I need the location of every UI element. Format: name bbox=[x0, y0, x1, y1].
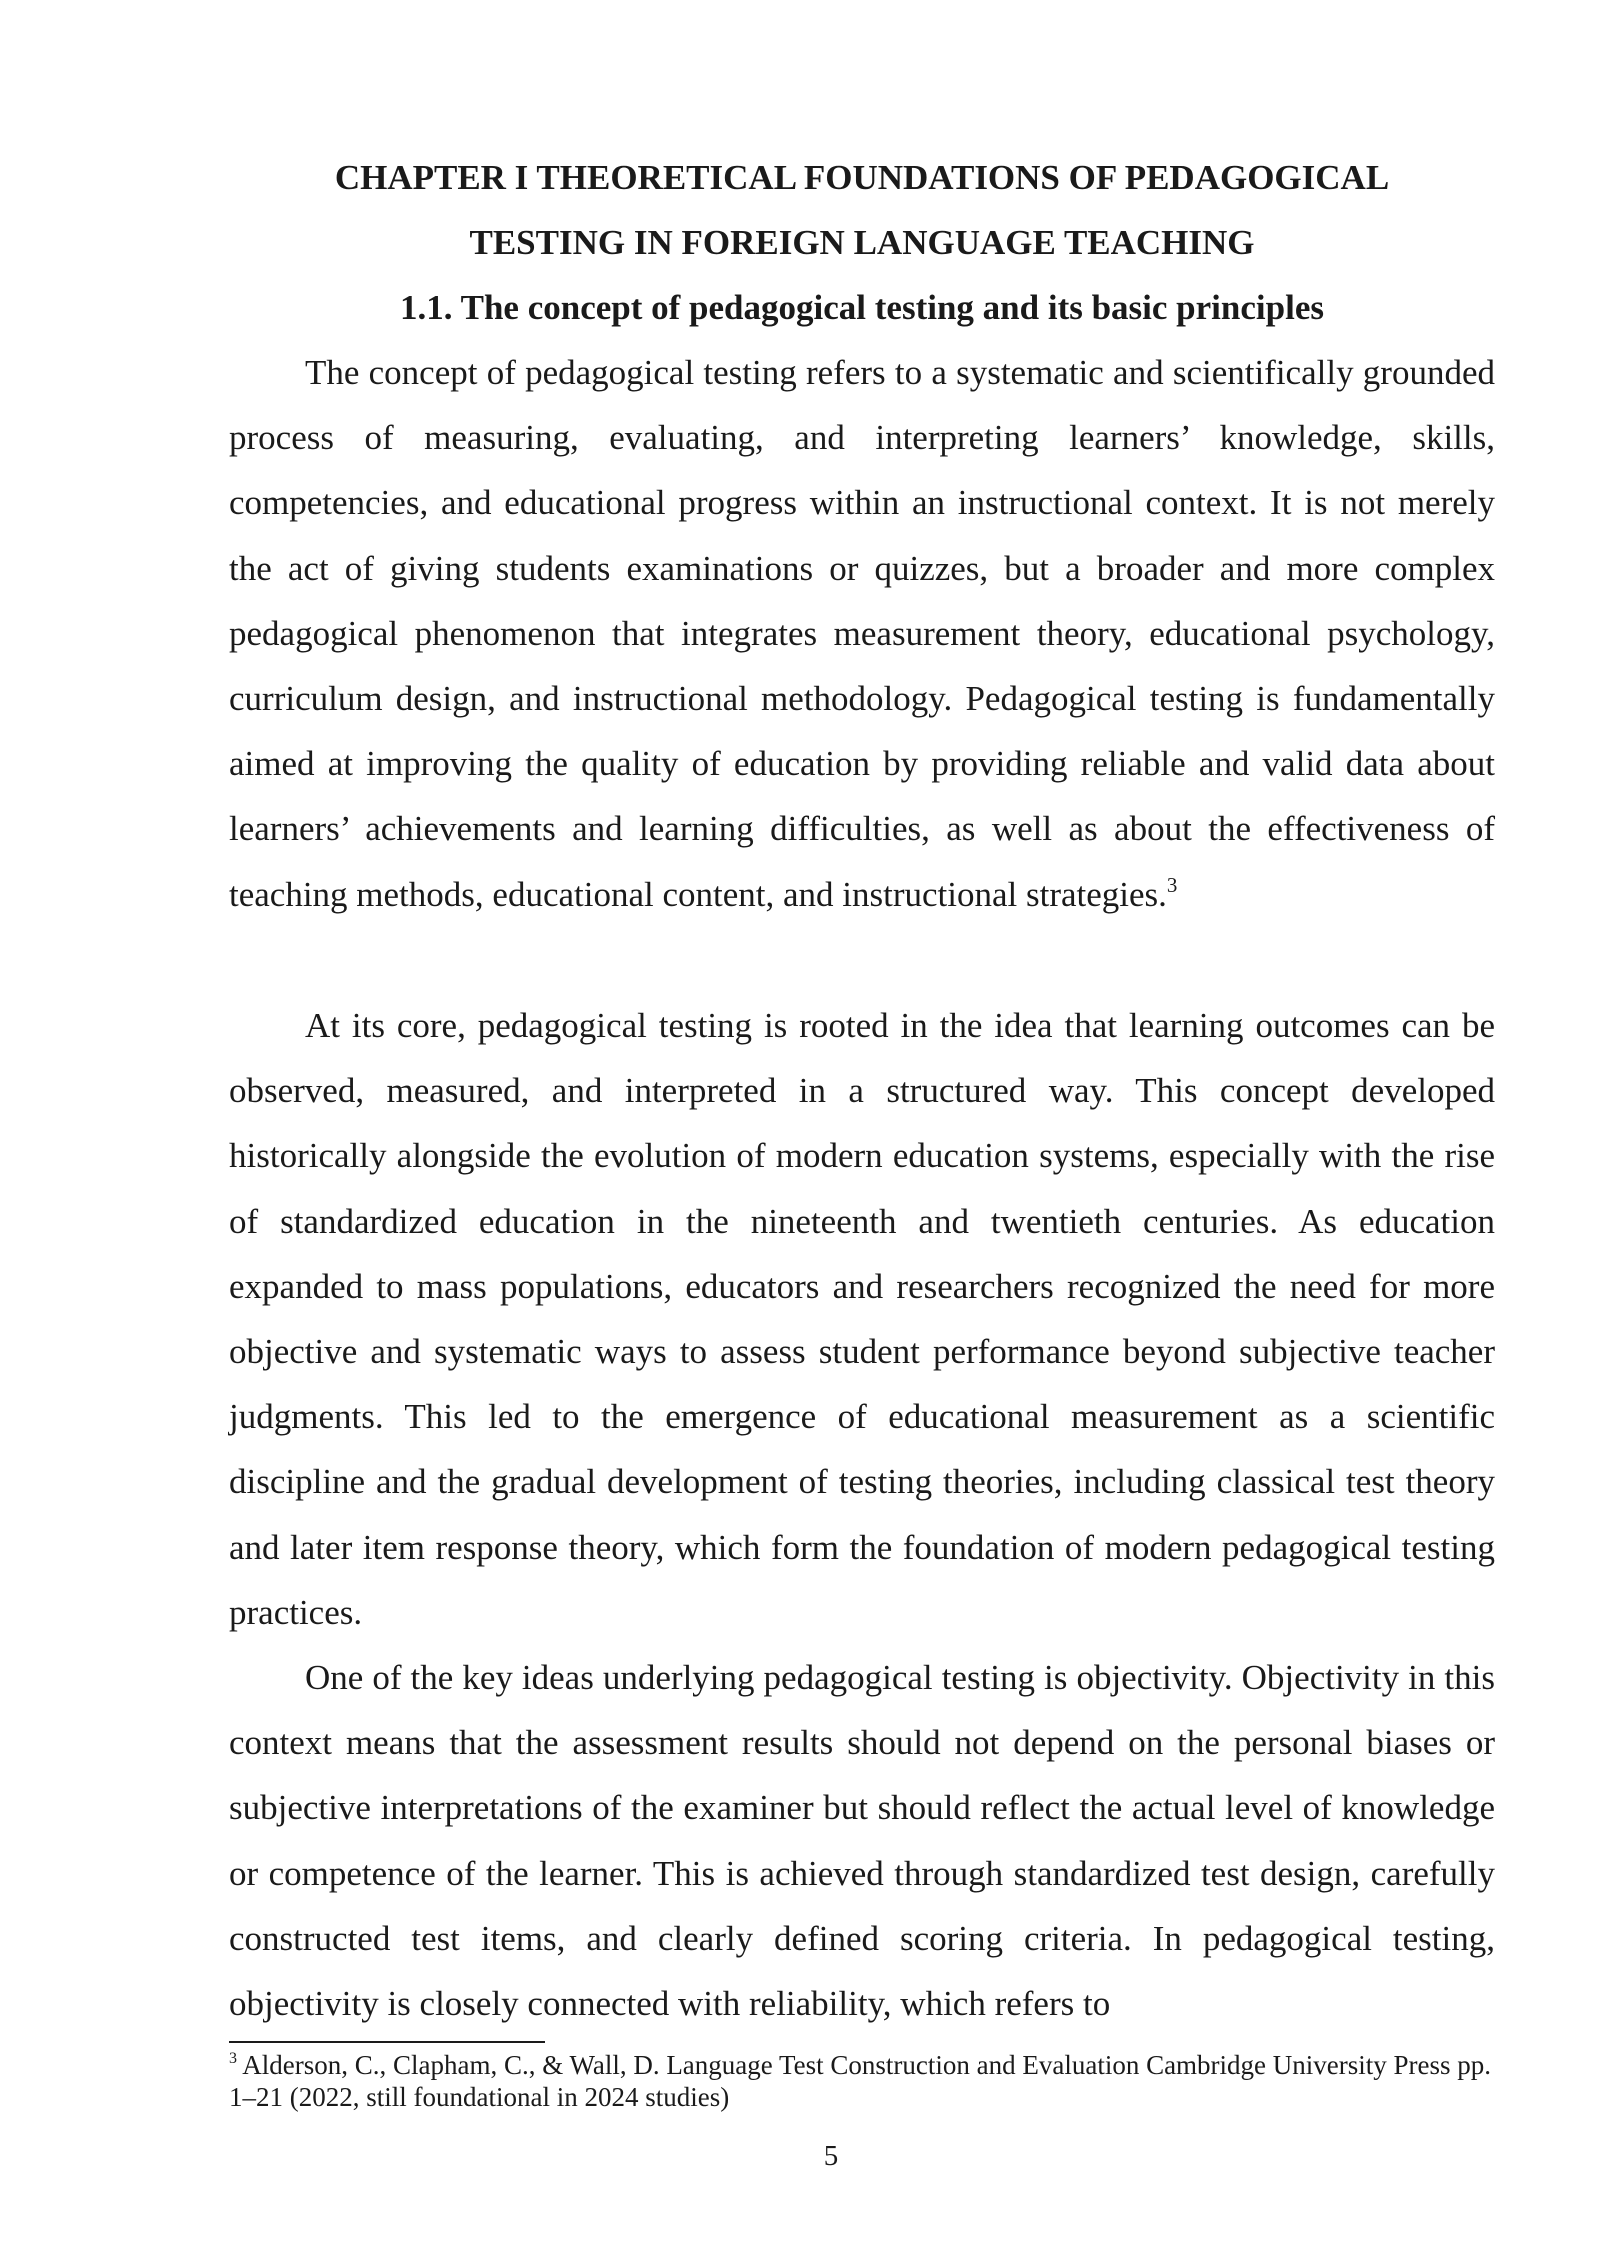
paragraph-1-text: The concept of pedagogical testing refers to a systematic and scientifically grounded process of measuring, evaluating, and interpreting learners’ knowledge, skills, competencies, and educational progress within an instructional context. It is not merely the act of giving students examinations or quizzes, but a broader and more complex pedagogical phenomenon that integrates measurement theory, educational psychology, curriculum design, and instructional methodology. Pedagogical testing is fundamentally aimed at improving the quality of education by providing reliable and valid data about learners’ achievements and learning difficulties, as well as about the effectiveness of teaching methods, educational content, and instructional strategies. bbox=[229, 353, 1495, 914]
page-number: 5 bbox=[823, 2140, 839, 2172]
chapter-title-line-2: TESTING IN FOREIGN LANGUAGE TEACHING bbox=[469, 223, 1255, 262]
footnote-number: 3 bbox=[229, 2050, 237, 2067]
paragraph-3 bbox=[229, 1645, 1495, 2036]
footnote-separator bbox=[229, 2041, 545, 2043]
footnote-3 bbox=[229, 2049, 1495, 2113]
chapter-title-line-1: CHAPTER I THEORETICAL FOUNDATIONS OF PEDAGOGICAL bbox=[334, 158, 1390, 197]
section-title: 1.1. The concept of pedagogical testing and its basic principles bbox=[400, 288, 1324, 327]
paragraph-2 bbox=[229, 993, 1495, 1645]
footnote-reference-mark[interactable]: 3 bbox=[1166, 872, 1178, 897]
paragraph-3-text: One of the key ideas underlying pedagogical testing is objectivity. Objectivity in this context means that the assessment results should not depend on the personal biases or subjective interpretations of the examiner but should reflect the actual level of knowledge or competence of the learner. This is achieved through standardized test design, carefully constructed test items, and clearly defined scoring criteria. In pedagogical testing, objectivity is closely connected with reliability, which refers to bbox=[229, 1658, 1495, 2024]
paragraph-1 bbox=[229, 340, 1495, 927]
paragraph-2-text: At its core, pedagogical testing is rooted in the idea that learning outcomes can be observed, measured, and interpreted in a structured way. This concept developed historically alongside the evolution of modern education systems, especially with the rise of standardized education in the nineteenth and twentieth centuries. As education expanded to mass populations, educators and researchers recognized the need for more objective and systematic ways to assess student performance beyond subjective teacher judgments. This led to the emergence of educational measurement as a scientific discipline and the gradual development of testing theories, including classical test theory and later item response theory, which form the foundation of modern pedagogical testing practices. bbox=[229, 1006, 1495, 1632]
footnote-text: Alderson, C., Clapham, C., & Wall, D. Language Test Construction and Evaluation Cambridge University Press pp. 1–21 (2022, still foundational in 2024 studies) bbox=[229, 2050, 1492, 2112]
